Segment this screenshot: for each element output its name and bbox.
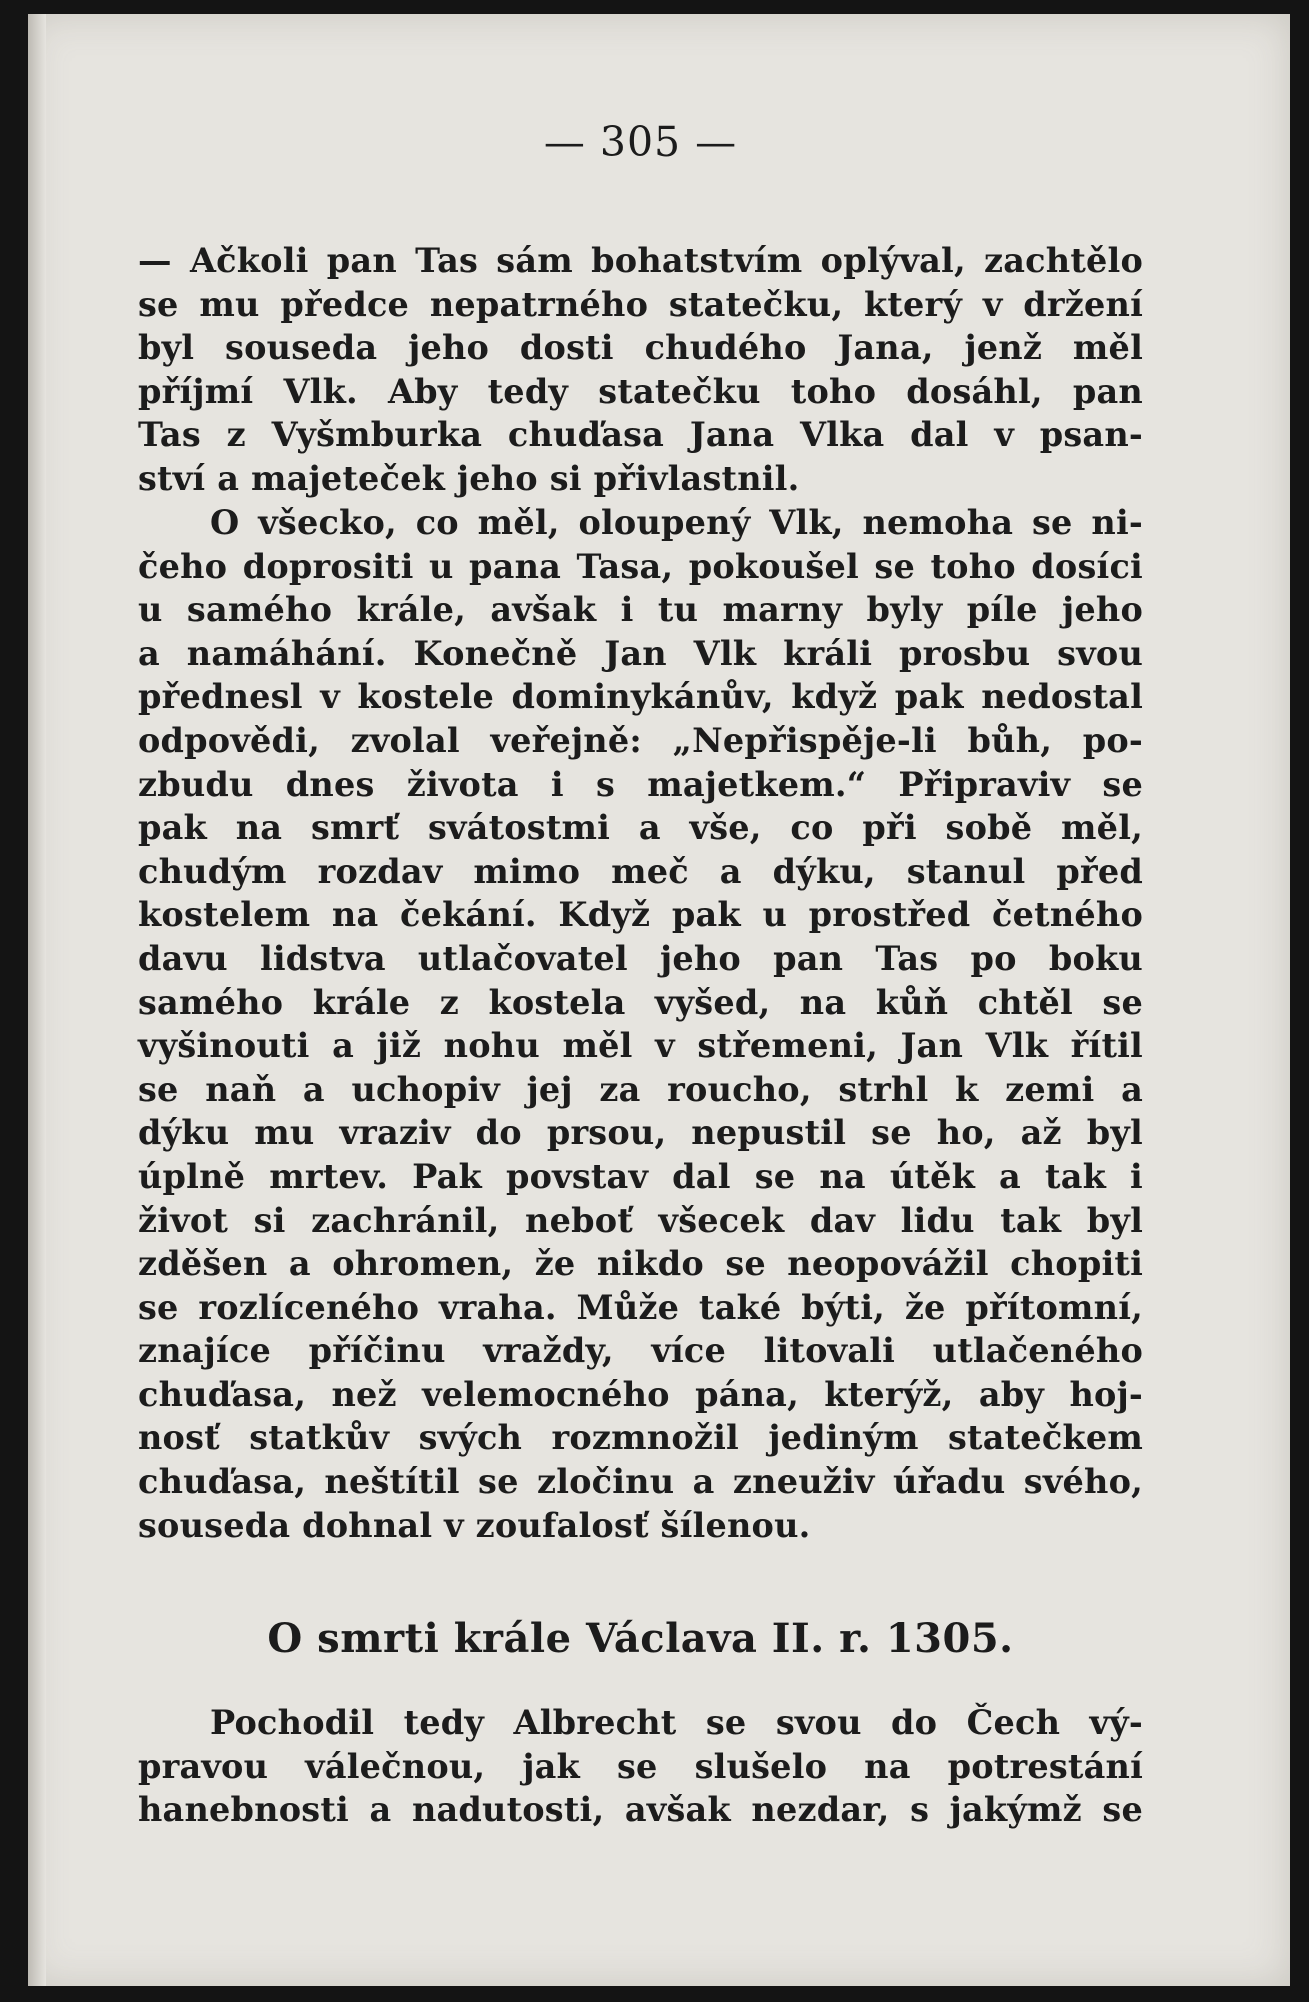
paragraph-3 bbox=[138, 1701, 1143, 1832]
text-line: pravou válečnou, jak se slušelo na potrestání bbox=[138, 1746, 1143, 1786]
book-page bbox=[28, 14, 1290, 1986]
text-line: nosť statkův svých rozmnožil jediným statečkem bbox=[138, 1418, 1143, 1458]
text-line: samého krále z kostela vyšed, na kůň chtěl se bbox=[138, 982, 1143, 1022]
text-line: — Ačkoli pan Tas sám bohatstvím oplýval, zachtělo bbox=[138, 241, 1143, 280]
text-line: zděšen a ohromen, že nikdo se neopovážil chopiti bbox=[138, 1244, 1143, 1284]
text-line: davu lidstva utlačovatel jeho pan Tas po boku bbox=[138, 938, 1143, 978]
text-line: pak na smrť svátostmi a vše, co při sobě měl, bbox=[138, 808, 1143, 848]
text-line: souseda dohnal v zoufalosť šílenou. bbox=[138, 1505, 811, 1545]
text-line: byl souseda jeho dosti chudého Jana, jenž měl bbox=[138, 328, 1143, 368]
text-line: vyšinouti a již nohu měl v střemeni, Jan Vlk řítil bbox=[138, 1026, 1143, 1066]
text-line: u samého krále, avšak i tu marny byly píle jeho bbox=[138, 590, 1143, 630]
page-binding-edge bbox=[28, 14, 46, 1986]
text-line: život si zachránil, neboť všecek dav lidu tak byl bbox=[138, 1200, 1143, 1240]
paragraph-1 bbox=[138, 239, 1143, 501]
text-line: přednesl v kostele dominykánův, když pak nedostal bbox=[138, 677, 1143, 717]
text-line: se mu předce nepatrného statečku, který v držení bbox=[138, 284, 1143, 324]
text-line: čeho doprositi u pana Tasa, pokoušel se toho dosíci bbox=[138, 546, 1143, 586]
text-line: Tas z Vyšmburka chuďasa Jana Vlka dal v psan- bbox=[138, 415, 1143, 455]
text-line: dýku mu vraziv do prsou, nepustil se ho, až byl bbox=[138, 1113, 1143, 1153]
text-line: chudým rozdav mimo meč a dýku, stanul před bbox=[138, 851, 1143, 891]
text-line: odpovědi, zvolal veřejně: „Nepřispěje-li bůh, po- bbox=[138, 720, 1143, 760]
text-line: znajíce příčinu vraždy, více litovali utlačeného bbox=[138, 1331, 1143, 1371]
text-line: O všecko, co měl, oloupený Vlk, nemoha se ni- bbox=[210, 503, 1143, 542]
text-line: se rozlíceného vraha. Může také býti, že přítomní, bbox=[138, 1287, 1143, 1327]
text-line: a namáhání. Konečně Jan Vlk králi prosbu svou bbox=[138, 633, 1143, 673]
text-line: chuďasa, neštítil se zločinu a zneuživ úřadu svého, bbox=[138, 1462, 1143, 1502]
text-line: hanebnosti a nadutosti, avšak nezdar, s jakýmž se bbox=[138, 1790, 1143, 1830]
text-line: kostelem na čekání. Když pak u prostřed četného bbox=[138, 895, 1143, 935]
text-line: se naň a uchopiv jej za roucho, strhl k zemi a bbox=[138, 1069, 1143, 1109]
text-line: příjmí Vlk. Aby tedy statečku toho dosáhl, pan bbox=[138, 371, 1143, 411]
text-line: ství a majeteček jeho si přivlastnil. bbox=[138, 458, 800, 498]
text-line: zbudu dnes života i s majetkem.“ Připraviv se bbox=[138, 764, 1143, 804]
page-number: — 305 — bbox=[543, 118, 738, 166]
section-heading: O smrti krále Václava II. r. 1305. bbox=[267, 1615, 1014, 1662]
paragraph-2 bbox=[138, 501, 1143, 1547]
text-line: chuďasa, než velemocného pána, kterýž, aby hoj- bbox=[138, 1374, 1143, 1414]
text-line: úplně mrtev. Pak povstav dal se na útěk a tak i bbox=[138, 1156, 1143, 1196]
text-line: Pochodil tedy Albrecht se svou do Čech vý- bbox=[210, 1703, 1143, 1742]
